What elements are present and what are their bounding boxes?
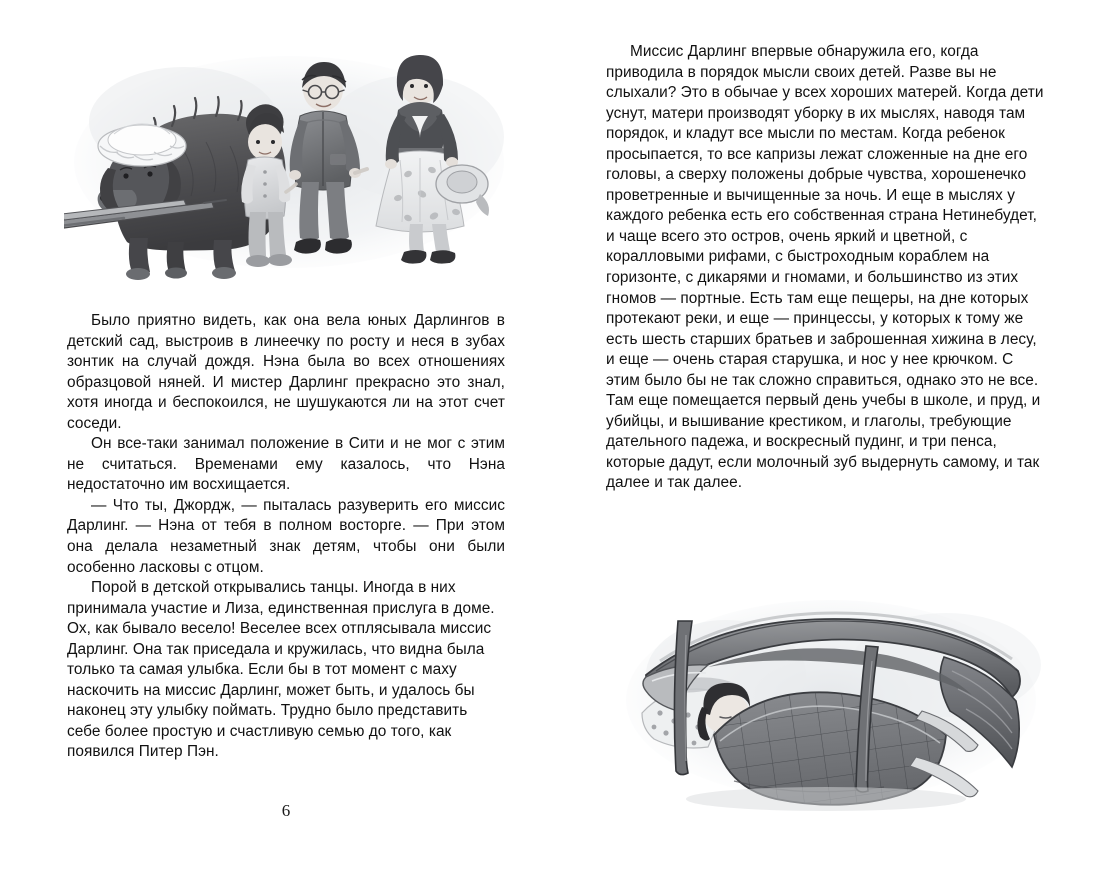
left-page-body-text bbox=[67, 311, 510, 763]
right-page-body-text bbox=[606, 42, 1048, 494]
paragraph: Порой в детской открывались танцы. Иногда в них принимала участие и Лиза, единственная прислуга в доме. Ох, как бывало весело! Веселее всех отплясывала миссис Дарлинг. Она так приседала и кружилась, что видна была только та самая улыбка. Если бы в тот момент с маху наскочить на миссис Дарлинг, может быть, и удалось бы наконец эту улыбку поймать. Трудно было представить себе более простую и счастливую семью до того, как появился Питер Пэн. bbox=[67, 579, 499, 761]
left-page bbox=[67, 0, 510, 873]
paragraph: Он все-таки занимал положение в Сити и не мог с этим не считаться. Временами ему казалось, что Нэна недостаточно им восхищается. bbox=[67, 435, 510, 494]
right-page bbox=[606, 0, 1048, 873]
paragraph: Миссис Дарлинг впервые обнаружила его, когда приводила в порядок мысли своих детей. Разве вы не слыхали? Это в обычае у всех хороших матерей. Когда дети уснут, матери производят уборку в их мыслях, наводя там порядок, и кладут все мысли по местам. Когда ребенок просыпается, то все капризы лежат сложенные на дне его головы, а сверху положены добрые чувства, хорошенечко проветренные и вычищенные за ночь. И еще в мыслях у каждого ребенка есть его собственная страна Нетинебудет, и чаще всего это остров, очень яркий и цветной, с коралловыми рифами, с быстроходным кораблем на горизонте, с дикарями и гномами, и большинство из этих гномов — портные. Есть там еще пещеры, на дне которых протекают реки, и еще — принцессы, у которых к тому же есть шесть старших братьев и заброшенная хижина в лесу, и еще — очень старая старушка, и нос у нее крючком. С этим было бы не так сложно справиться, однако это не все. Там еще помещается первый день учебы в школе, и пруд, и убийцы, и вышивание крестиком, и глаголы, требующие дательного падежа, и воскресный пудинг, и три пенса, которые дадут, если молочный зуб выдернуть самому, и так далее и так далее. bbox=[606, 43, 1048, 492]
nana-dog-walking-darling-children-illustration bbox=[64, 42, 510, 282]
child-sleeping-under-overturned-boat-illustration bbox=[616, 585, 1046, 825]
page-number: 6 bbox=[281, 801, 291, 820]
paragraph: Было приятно видеть, как она вела юных Дарлингов в детский сад, выстроив в линеечку по росту и неся в зубах зонтик на случай дождя. Нэна была во всех отношениях образцовой няней. И мистер Дарлинг прекрасно это знал, хотя иногда и беспокоился, не шушукаются ли на этот счет соседи. bbox=[67, 312, 510, 432]
paragraph: — Что ты, Джордж, — пыталась разуверить его миссис Дарлинг. — Нэна от тебя в полном восторге. — При этом она делала незаметный знак детям, чтобы они были особенно ласковы с отцом. bbox=[67, 496, 510, 576]
